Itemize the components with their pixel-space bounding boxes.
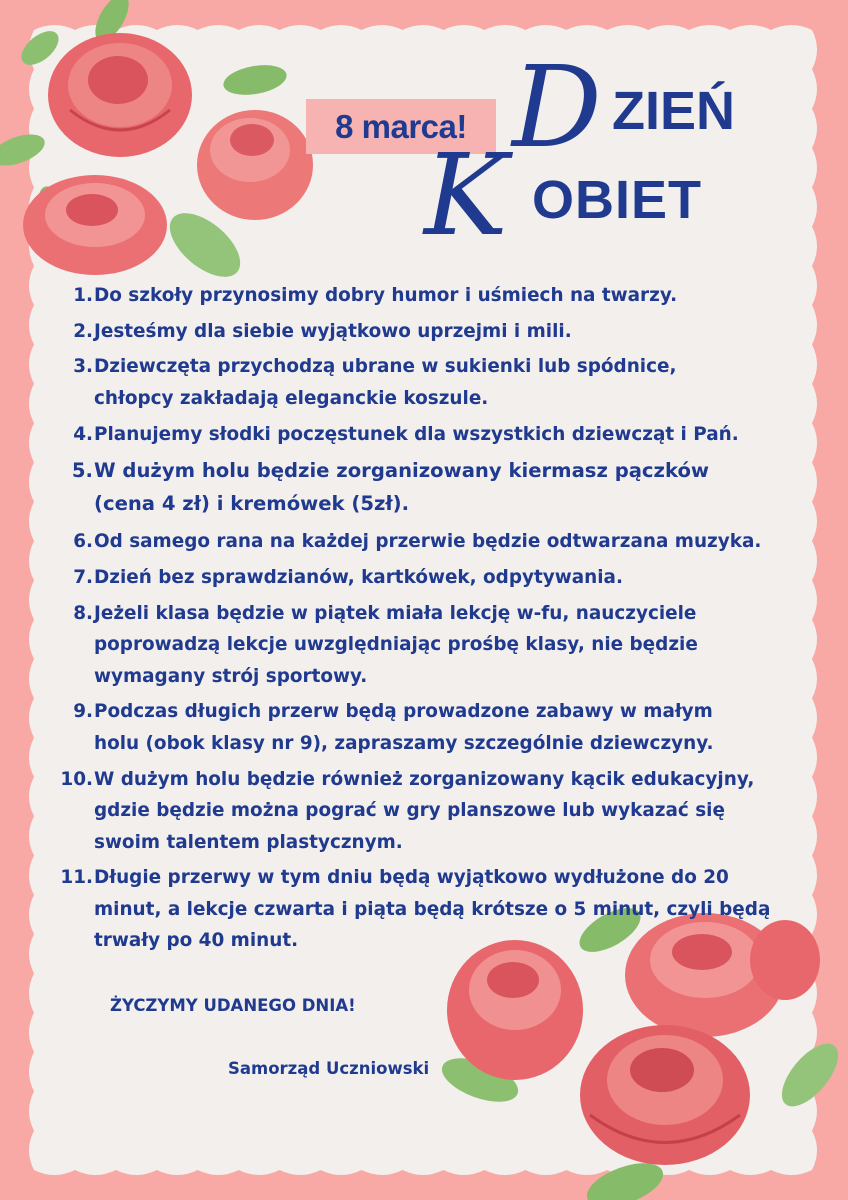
- rule-number: 3.: [73, 356, 93, 378]
- rule-text-line: gdzie będzie można pograć w gry planszowe lub wykazać się: [94, 800, 725, 822]
- rule-text-line: trwały po 40 minut.: [94, 930, 299, 952]
- rule-text-line: swoim talentem plastycznym.: [94, 831, 403, 853]
- rule-item: [60, 764, 820, 859]
- rule-number: 11.: [60, 867, 93, 889]
- rule-text-line: W dużym holu będzie zorganizowany kiermasz pączków: [94, 459, 710, 483]
- rule-item: [60, 316, 820, 348]
- rule-item: [60, 598, 820, 693]
- rule-item: [60, 419, 820, 451]
- rule-number: 2.: [73, 320, 93, 342]
- rule-item: [60, 696, 820, 759]
- rule-item: [60, 454, 820, 520]
- closing-wish: ŻYCZYMY UDANEGO DNIA!: [110, 996, 356, 1015]
- rule-text-line: Planujemy słodki poczęstunek dla wszystkich dziewcząt i Pań.: [94, 423, 739, 445]
- rule-item: [60, 562, 820, 594]
- title-word-1: ZIEŃ: [612, 81, 736, 141]
- rule-number: 9.: [73, 701, 93, 723]
- rule-text-line: poprowadzą lekcje uwzględniając prośbę klasy, nie będzie: [94, 634, 698, 656]
- rule-number: 1.: [73, 285, 93, 306]
- rule-item: [60, 526, 820, 558]
- title-initial-d: D: [512, 43, 602, 173]
- rule-text-line: Jesteśmy dla siebie wyjątkowo uprzejmi i mili.: [94, 320, 572, 342]
- rule-text-line: Od samego rana na każdej przerwie będzie odtwarzana muzyka.: [94, 531, 762, 553]
- rule-text-line: Do szkoły przynosimy dobry humor i uśmiech na twarzy.: [94, 285, 678, 306]
- rule-text-line: W dużym holu będzie również zorganizowany kącik edukacyjny,: [94, 768, 755, 790]
- rose-cluster-top-left-icon: [0, 0, 330, 290]
- rule-number: 8.: [73, 602, 93, 624]
- rule-item: [60, 280, 820, 312]
- rule-number: 4.: [73, 423, 93, 445]
- rule-text-line: holu (obok klasy nr 9), zapraszamy szczególnie dziewczyny.: [94, 732, 714, 754]
- rule-text-line: Jeżeli klasa będzie w piątek miała lekcję w-fu, nauczyciele: [94, 602, 697, 624]
- date-badge: 8 marca!: [306, 99, 496, 154]
- rule-text-line: (cena 4 zł) i kremówek (5zł).: [94, 492, 410, 516]
- rule-text-line: wymagany strój sportowy.: [94, 665, 368, 687]
- rule-text-line: Dziewczęta przychodzą ubrane w sukienki lub spódnice,: [94, 356, 677, 378]
- title-initial-k: K: [424, 131, 508, 261]
- signature: Samorząd Uczniowski: [228, 1059, 430, 1078]
- rule-number: 5.: [71, 459, 93, 483]
- rule-text-line: Podczas długich przerw będą prowadzone zabawy w małym: [94, 701, 713, 723]
- rule-text-line: chłopcy zakładają eleganckie koszule.: [94, 387, 489, 409]
- rule-item: [60, 351, 820, 414]
- rule-number: 7.: [73, 567, 93, 588]
- rule-number: 10.: [60, 768, 93, 790]
- rule-number: 6.: [73, 531, 93, 553]
- rule-text-line: Długie przerwy w tym dniu będą wyjątkowo wydłużone do 20: [94, 867, 729, 889]
- rule-text-line: Dzień bez sprawdzianów, kartkówek, odpytywania.: [94, 567, 623, 588]
- title-word-2: OBIET: [532, 170, 703, 230]
- rule-text-line: minut, a lekcje czwarta i piąta będą krótsze o 5 minut, czyli będą: [94, 898, 771, 920]
- rule-item: [60, 862, 820, 957]
